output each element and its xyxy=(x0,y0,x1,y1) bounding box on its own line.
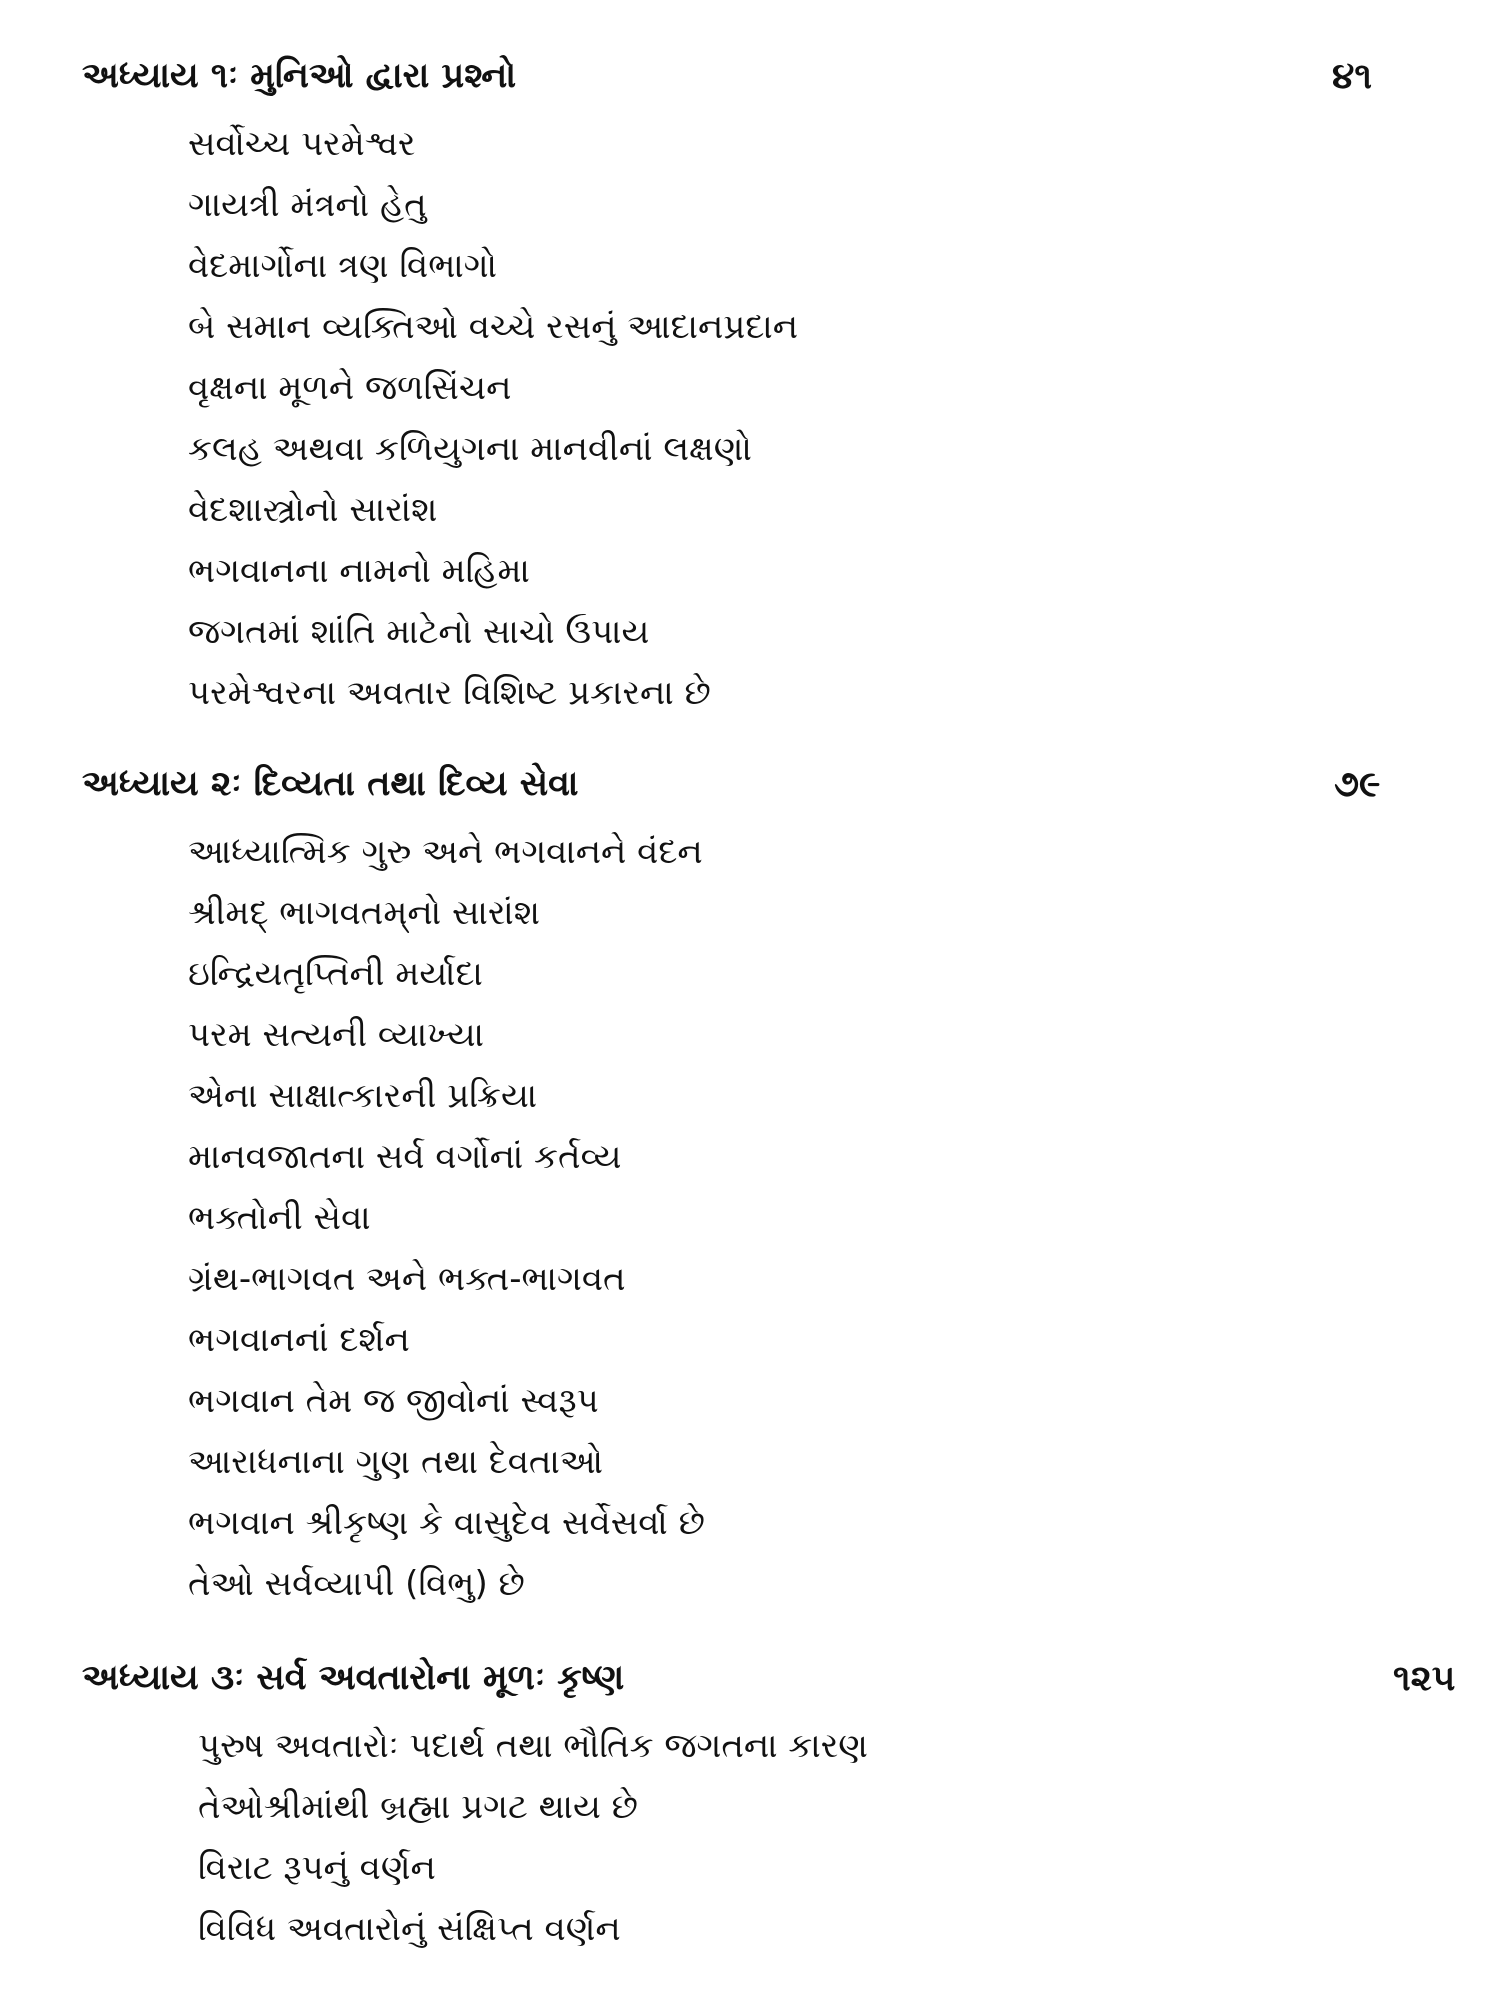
topic-item: તેઓ સર્વવ્યાપી (વિભુ) છે xyxy=(188,1564,525,1604)
topic-item: શ્રીમદ્ ભાગવતમ્‌નો સારાંશ xyxy=(188,893,540,933)
topic-list xyxy=(0,114,1500,724)
topic-item: પુરુષ અવતારોઃ પદાર્થ તથા ભૌતિક જગતના કારણ xyxy=(198,1726,868,1766)
topic-item: તેઓશ્રીમાંથી બ્રહ્મા પ્રગટ થાય છે xyxy=(198,1787,638,1827)
topic-item: વિવિધ અવતારોનું સંક્ષિપ્ત વર્ણન xyxy=(198,1909,621,1949)
topic-item: વેદમાર્ગોના ત્રણ વિભાગો xyxy=(188,246,498,286)
topic-item: વૃક્ષના મૂળને જળસિંચન xyxy=(188,368,512,408)
chapter-heading xyxy=(0,50,1500,114)
topic-item: ગ્રંથ-ભાગવત અને ભક્ત-ભાગવત xyxy=(188,1259,626,1299)
topic-list xyxy=(0,822,1500,1615)
topic-item: બે સમાન વ્યક્તિઓ વચ્ચે રસનું આદાનપ્રદાન xyxy=(188,307,799,347)
chapter-section-1 xyxy=(0,50,1500,724)
chapter-page-number: ૧૨૫ xyxy=(1393,1658,1456,1699)
chapter-heading xyxy=(0,758,1500,822)
chapter-page-number: ૭૯ xyxy=(1334,764,1381,805)
topic-item: પરમેશ્વરના અવતાર વિશિષ્ટ પ્રકારના છે xyxy=(188,673,711,713)
chapter-title: અધ્યાય ૧ઃ મુનિઓ દ્વારા પ્રશ્નો xyxy=(82,56,517,96)
topic-item: ભગવાન શ્રીકૃષ્ણ કે વાસુદેવ સર્વેસર્વા છે xyxy=(188,1503,705,1543)
chapter-section-3 xyxy=(0,1652,1500,1960)
topic-item: સર્વોચ્ચ પરમેશ્વર xyxy=(188,124,416,164)
topic-item: માનવજાતના સર્વ વર્ગોનાં કર્તવ્ય xyxy=(188,1137,622,1177)
topic-item: ગાયત્રી મંત્રનો હેતુ xyxy=(188,185,427,225)
topic-list xyxy=(0,1716,1500,1960)
topic-item: વિરાટ રૂપનું વર્ણન xyxy=(198,1848,436,1888)
topic-item: ભગવાન તેમ જ જીવોનાં સ્વરૂપ xyxy=(188,1381,599,1421)
chapter-page-number: ૪૧ xyxy=(1332,56,1372,97)
topic-item: જગતમાં શાંતિ માટેનો સાચો ઉપાય xyxy=(188,612,650,652)
chapter-heading xyxy=(0,1652,1500,1716)
chapter-title: અધ્યાય ૩ઃ સર્વ અવતારોના મૂળઃ કૃષ્ણ xyxy=(82,1658,625,1698)
chapter-title: અધ્યાય ૨ઃ દિવ્યતા તથા દિવ્ય સેવા xyxy=(82,764,579,804)
topic-item: ભગવાનના નામનો મહિમા xyxy=(188,551,530,591)
topic-item: ભક્તોની સેવા xyxy=(188,1198,371,1238)
chapter-section-2 xyxy=(0,758,1500,1615)
topic-item: વેદશાસ્ત્રોનો સારાંશ xyxy=(188,490,438,530)
topic-item: ઇન્દ્રિયતૃપ્તિની મર્યાદા xyxy=(188,954,483,994)
topic-item: આધ્યાત્મિક ગુરુ અને ભગવાનને વંદન xyxy=(188,832,703,872)
topic-item: કલહ અથવા કળિયુગના માનવીનાં લક્ષણો xyxy=(188,429,752,469)
topic-item: પરમ સત્યની વ્યાખ્યા xyxy=(188,1015,484,1055)
topic-item: ભગવાનનાં દર્શન xyxy=(188,1320,410,1360)
topic-item: આરાધનાના ગુણ તથા દેવતાઓ xyxy=(188,1442,604,1482)
topic-item: એના સાક્ષાત્કારની પ્રક્રિયા xyxy=(188,1076,538,1116)
